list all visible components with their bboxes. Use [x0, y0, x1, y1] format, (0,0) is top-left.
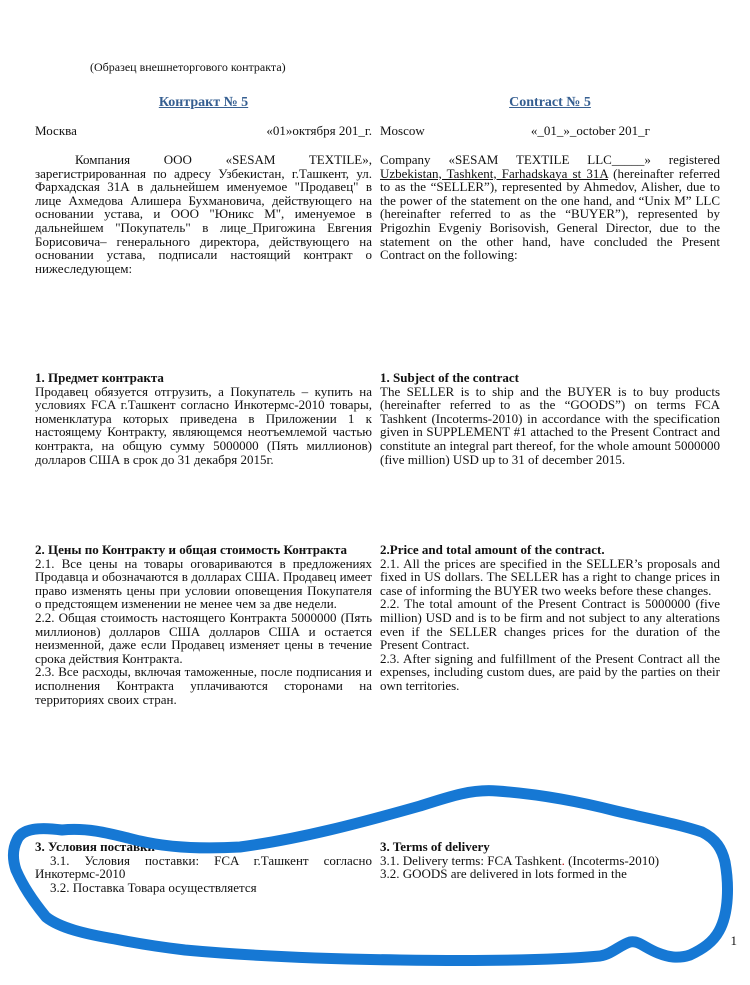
- section-3-ru: [35, 840, 372, 894]
- section-1-heading-en: 1. Subject of the contract: [380, 370, 519, 385]
- city-en: Moscow: [380, 123, 425, 138]
- section-3-en: [380, 840, 720, 894]
- section-2-clause-2-1-ru: 2.1. Все цены на товары оговариваются в предложениях Продавца и обозначаются в долларах США. Продавец имеет право изменять цены при условии оповещения Покупателя о предстоящем изменении не менее чем за две недели.: [35, 555, 372, 612]
- section-3-clause-3-2-ru: 3.2. Поставка Товара осуществляется: [50, 879, 257, 895]
- clause-3-1-en-post: (Incoterms-2010): [564, 852, 660, 868]
- parties-text-en: [380, 153, 720, 262]
- clause-3-1-en-red-period: .: [561, 852, 565, 868]
- title-row: [35, 95, 720, 111]
- section-1-body-en: The SELLER is to ship and the BUYER is to buy products (hereinafter referred to as the “GOODS”) on terms FCA Tashkent (Incoterms-2010) in accordance with the specification given in SUPPLEMENT #1 attached to the Present Contract and constitute an integral part thereof, for the whole amount 5000000 (five million) USD up to 31 of december 2015.: [380, 383, 720, 467]
- dateline-ru: [35, 123, 372, 139]
- section-3-heading-ru: 3. Условия поставки: [35, 839, 155, 854]
- parties-text-en-post: (hereinafter referred to as the “SELLER”), represented by Ahmedov, Alisher, due to the power of the statement on the one hand, and “Unix M” LLC (hereinafter referred to as the “BUYER”), represented by Prigozhin Evgeniy Borisovish, General Director, due to the statement on the other hand, have concluded the Present Contract on the following:: [380, 165, 721, 263]
- parties-paragraph-ru: [35, 153, 372, 349]
- section-2-clause-2-2-ru: 2.2. Общая стоимость настоящего Контракта 5000000 (Пять миллионов) долларов США долларов США и остается неизменной, даже если Продавец изменяет цены в течение срока действия Контракта.: [35, 609, 372, 666]
- section-1-body-ru: Продавец обязуется отгрузить, а Покупатель – купить на условиях FCA г.Ташкент согласно Инкотермс-2010 товары, номенклатура которых приведена в Приложении 1 к настоящему Контракту, являющемся неотъемлемой частью контракта, на общую сумму 5000000 (Пять миллионов) долларов США в срок до 31 декабря 2015г.: [35, 383, 372, 467]
- section-2-clause-2-3-ru: 2.3. Все расходы, включая таможенные, после подписания и исполнения Контракта уплачиваются сторонами на территориях своих стран.: [35, 664, 372, 707]
- section-1-ru: [35, 371, 372, 529]
- contract-title-ru: Контракт № 5: [158, 95, 249, 110]
- date-en: «_01_»_october 201_г: [530, 123, 650, 138]
- document-note: (Образец внешнеторгового контракта): [90, 60, 286, 74]
- section-2-heading-en: 2.Price and total amount of the contract.: [380, 542, 605, 557]
- section-2-clause-2-3-en: 2.3. After signing and fulfillment of the Present Contract all the expenses, including custom dues, are paid by the parties on their own territories.: [380, 650, 720, 693]
- section-2-ru: [35, 543, 372, 826]
- parties-address-underlined: Uzbekistan, Tashkent, Farhadskaya st 31A: [380, 165, 609, 181]
- parties-text-en-pre: Company «SESAM TEXTILE LLC_____» registered: [380, 152, 720, 167]
- dateline-en: [380, 123, 720, 139]
- clause-3-1-en-pre: 3.1. Delivery terms: FCA Tashkent: [380, 852, 562, 868]
- section-2-heading-ru: 2. Цены по Контракту и общая стоимость Контракта: [35, 542, 348, 557]
- section-1-heading-ru: 1. Предмет контракта: [35, 370, 164, 385]
- section-2: [35, 543, 720, 826]
- section-3-clause-3-1-en: [380, 854, 720, 868]
- section-3: [35, 840, 720, 894]
- section-2-en: [380, 543, 720, 826]
- date-ru: «01»октября 201_г.: [266, 123, 372, 138]
- section-3-heading-en: 3. Terms of delivery: [380, 839, 490, 854]
- parties-text-ru: Компания ООО «SESAM TEXTILE», зарегистрированная по адресу Узбекистан, г.Ташкент, ул. Фархадская 31А в дальнейшем именуемое "Продавец" в лице Ахмедова Алишера Бухмановича, действующего на основании устава, и ООО "Юникс М", именуемое в дальнейшем "Покупатель" в лице_Пригожина Евгения Борисовича– генерального директора, действующего на основании устава, подписали настоящий контракт о нижеследующем:: [35, 152, 372, 276]
- section-3-clause-3-2-en: 3.2. GOODS are delivered in lots formed in the: [380, 866, 627, 882]
- parties-section: [35, 153, 720, 349]
- city-ru: Москва: [35, 123, 77, 138]
- parties-paragraph-en: [380, 153, 720, 349]
- contract-title-en: Contract № 5: [509, 95, 591, 110]
- section-2-clause-2-2-en: 2.2. The total amount of the Present Contract is 5000000 (five million) USD and is to be firm and not subject to any alterations even if the SELLER changes prices for the duration of the Present Contract.: [380, 596, 720, 653]
- section-2-clause-2-1-en: 2.1. All the prices are specified in the SELLER’s proposals and fixed in US dollars. The SELLER has a right to change prices in case of informing the BUYER two weeks before these changes.: [380, 555, 720, 598]
- section-1-en: [380, 371, 720, 529]
- page-number: 1: [730, 933, 737, 948]
- section-3-clause-3-1-ru: 3.1. Условия поставки: FCA г.Ташкент согласно Инкотермс-2010: [35, 852, 372, 882]
- date-row: [35, 123, 720, 139]
- section-1: [35, 371, 720, 529]
